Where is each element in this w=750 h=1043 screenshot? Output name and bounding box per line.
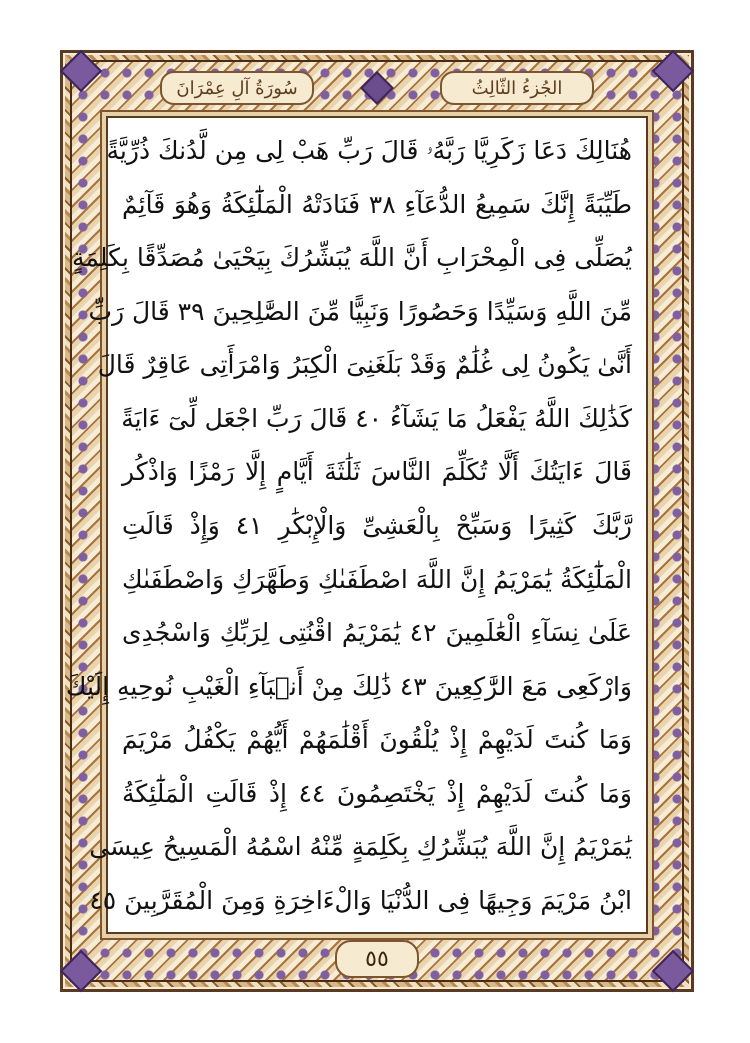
verse-line: هُنَالِكَ دَعَا زَكَرِيَّا رَبَّهُۥ قَالَ رَبِّ هَبْ لِى مِن لَّدُنكَ ذُرِّيَّةً [106, 136, 632, 165]
page-header [160, 70, 594, 106]
mushaf-page [60, 50, 694, 992]
verse-lines [65, 126, 646, 926]
verse-line: طَيِّبَةً إِنَّكَ سَمِيعُ الدُّعَآءِ ٣٨ فَنَادَتْهُ الْمَلَٰٓئِكَةُ وَهُوَ قَآئِمٌ [122, 189, 633, 219]
verse-line: وَارْكَعِى مَعَ الرَّٰكِعِينَ ٤٣ ذَٰلِكَ مِنْ أَنۢبَآءِ الْغَيْبِ نُوحِيهِ إِلَيْكَ [65, 671, 632, 701]
text-panel [65, 116, 648, 934]
verse-line: أَنَّىٰ يَكُونُ لِى غُلَٰمٌ وَقَدْ بَلَغَنِىَ الْكِبَرُ وَامْرَأَتِى عَاقِرٌ قَالَ [97, 350, 632, 380]
verse-line: يَٰمَرْيَمُ إِنَّ اللَّهَ يُبَشِّرُكِ بِكَلِمَةٍ مِّنْهُ اسْمُهُ الْمَسِيحُ عِيسَى [89, 832, 632, 862]
verse-line: وَمَا كُنتَ لَدَيْهِمْ إِذْ يُلْقُونَ أَقْلَٰمَهُمْ أَيُّهُمْ يَكْفُلُ مَرْيَمَ [122, 725, 632, 755]
verse-line: مِّنَ اللَّهِ وَسَيِّدًا وَحَصُورًا وَنَبِيًّا مِّنَ الصَّٰلِحِينَ ٣٩ قَالَ رَبِّ [88, 296, 632, 326]
verse-line: كَذَٰلِكَ اللَّهُ يَفْعَلُ مَا يَشَآءُ ٤٠ قَالَ رَبِّ اجْعَل لِّىٓ ءَايَةً [121, 403, 632, 433]
verse-line: وَمَا كُنتَ لَدَيْهِمْ إِذْ يَخْتَصِمُونَ ٤٤ إِذْ قَالَتِ الْمَلَٰٓئِكَةُ [122, 778, 633, 808]
juz-label: الجُزءُ الثّالِثُ [440, 71, 594, 105]
verse-line: الْمَلَٰٓئِكَةُ يَٰمَرْيَمُ إِنَّ اللَّهَ اصْطَفَىٰكِ وَطَهَّرَكِ وَاصْطَفَىٰكِ [122, 564, 632, 594]
page-number: ٥٥ [335, 940, 419, 978]
verse-line: عَلَىٰ نِسَآءِ الْعَٰلَمِينَ ٤٢ يَٰمَرْيَمُ اقْنُتِى لِرَبِّكِ وَاسْجُدِى [122, 618, 632, 648]
verse-line: رَّبَّكَ كَثِيرًا وَسَبِّحْ بِالْعَشِىِّ وَالْإِبْكَٰرِ ٤١ وَإِذْ قَالَتِ [122, 510, 633, 540]
verse-line: ابْنُ مَرْيَمَ وَجِيهًا فِى الدُّنْيَا وَالْءَاخِرَةِ وَمِنَ الْمُقَرَّبِينَ ٤٥ [89, 885, 632, 915]
verse-line: قَالَ ءَايَتُكَ أَلَّا تُكَلِّمَ النَّاسَ ثَلَٰثَةَ أَيَّامٍ إِلَّا رَمْزًا وَاذْكُر [122, 457, 632, 487]
verse-line: يُصَلِّى فِى الْمِحْرَابِ أَنَّ اللَّهَ يُبَشِّرُكَ بِيَحْيَىٰ مُصَدِّقًا بِكَلِمَةٍ [72, 243, 632, 273]
surah-name-label: سُورَةُ آلِ عِمْرَانَ [160, 71, 314, 105]
header-ornament-icon [360, 71, 394, 105]
